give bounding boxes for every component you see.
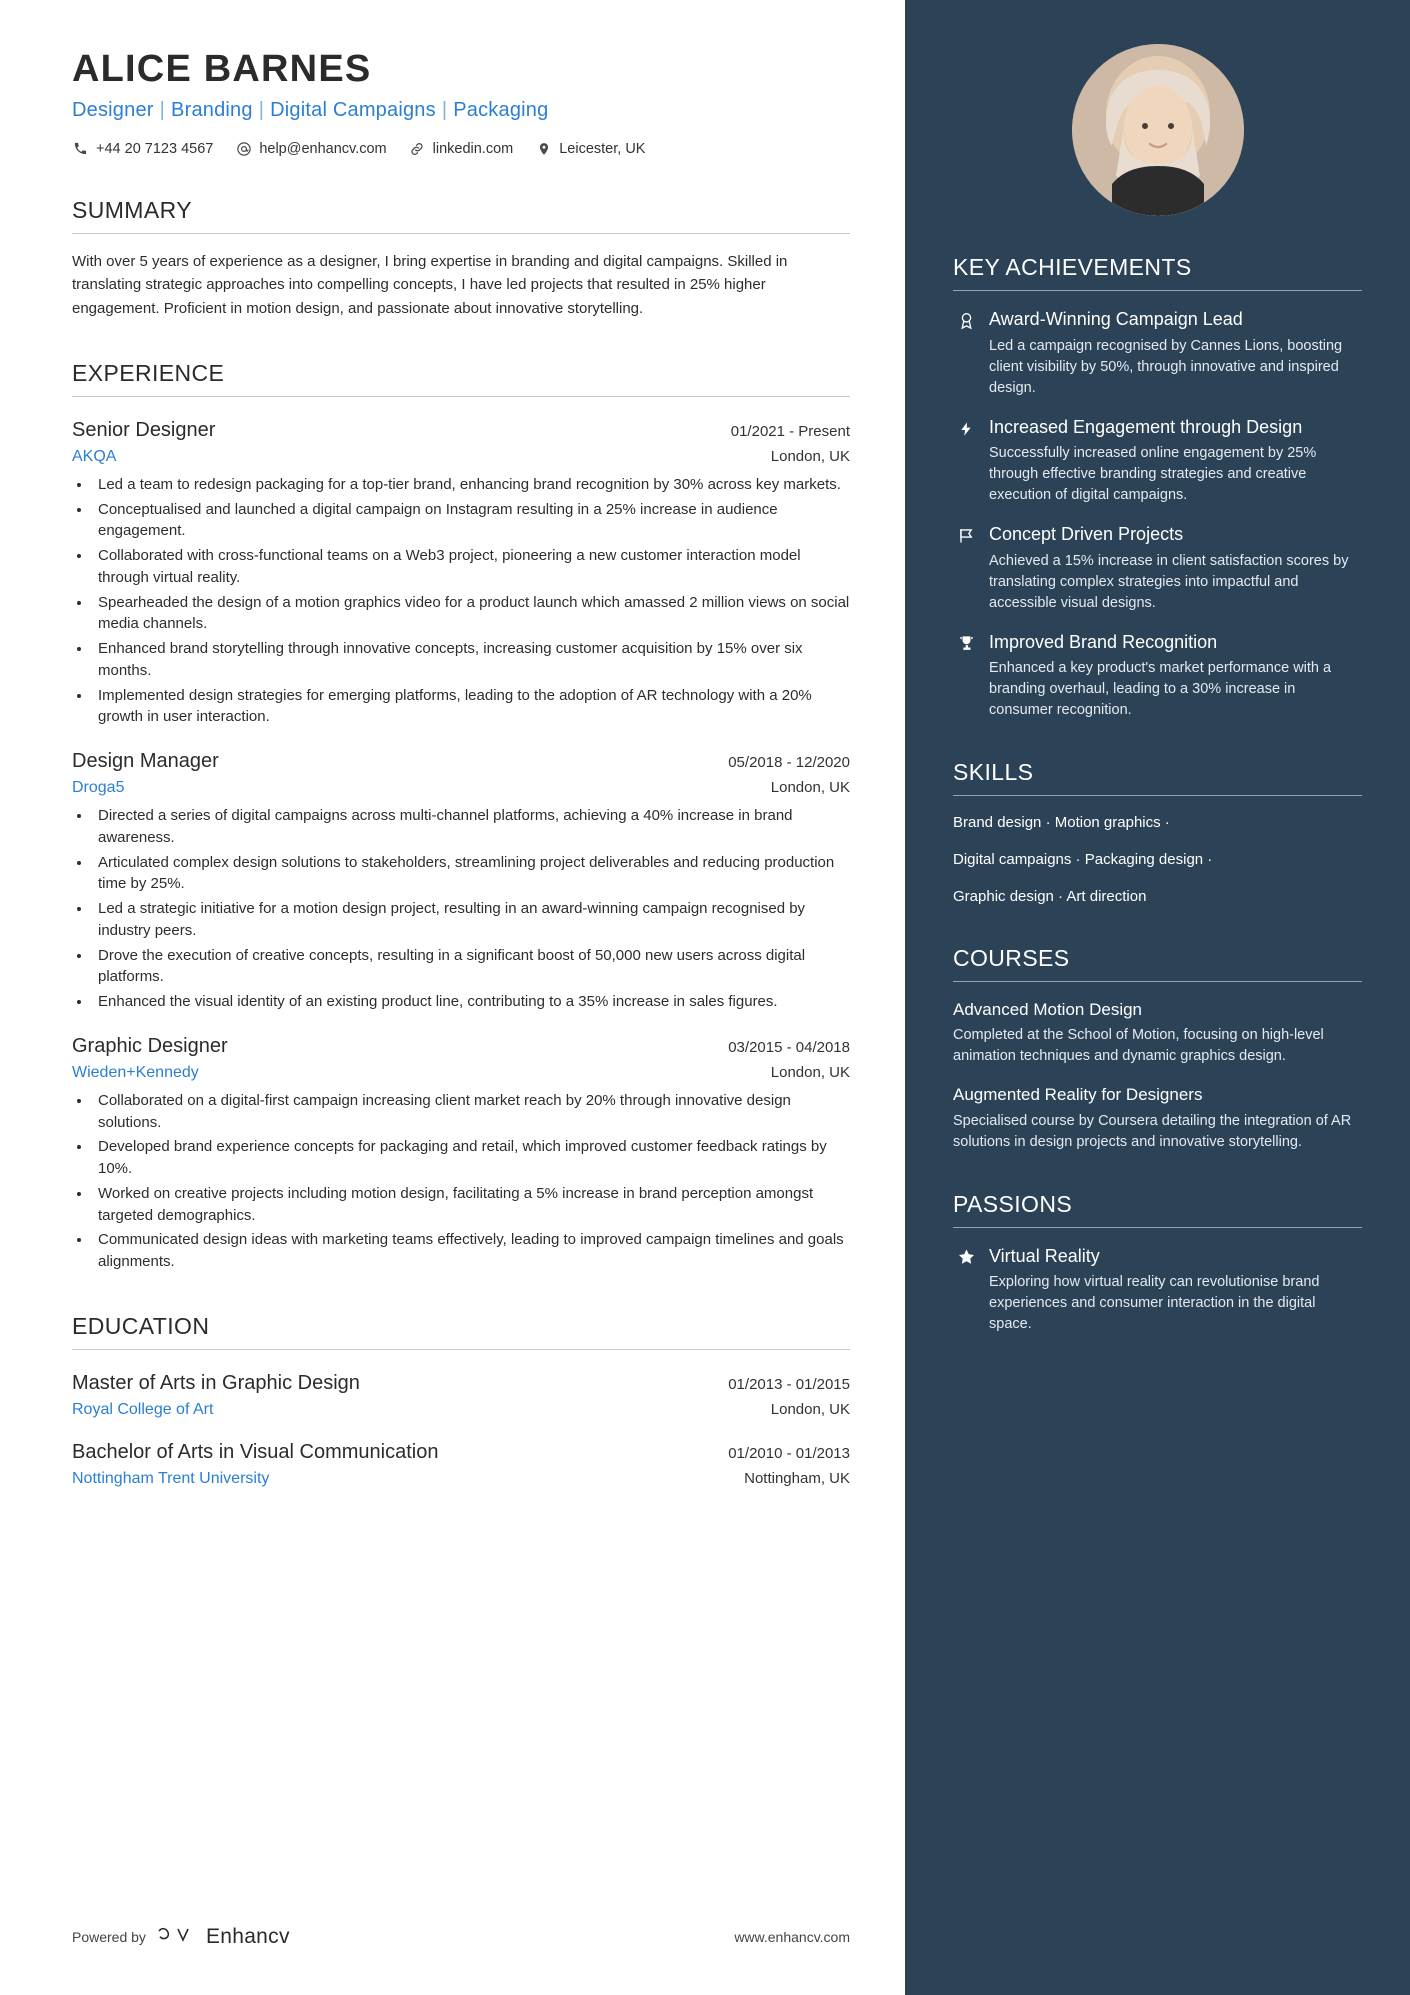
contact-email-text: help@enhancv.com bbox=[259, 140, 387, 157]
section-key-achievements bbox=[953, 254, 1362, 721]
education-item bbox=[72, 1441, 850, 1488]
headline-part-0: Designer bbox=[72, 99, 154, 121]
contact-link-text: linkedin.com bbox=[432, 140, 514, 157]
experience-item-sub bbox=[72, 448, 850, 466]
page-title: ALICE BARNES bbox=[72, 48, 372, 90]
headline bbox=[72, 99, 850, 122]
job-company[interactable]: AKQA bbox=[72, 447, 117, 465]
job-location: London, UK bbox=[770, 779, 850, 796]
job-bullet: • Developed brand experience concepts for packaging and retail, which improved customer feedback ratings by 10%. bbox=[92, 1136, 850, 1180]
job-bullets bbox=[92, 1090, 850, 1273]
job-bullet: • Implemented design strategies for emerging platforms, leading to the adoption of AR technology with a 20% growth in user interaction. bbox=[92, 685, 850, 729]
job-bullet: • Led a team to redesign packaging for a top-tier brand, enhancing brand recognition by 30% across key markets. bbox=[92, 474, 850, 496]
star-icon bbox=[953, 1245, 979, 1336]
education-degree: Bachelor of Arts in Visual Communication bbox=[72, 1440, 439, 1463]
education-date: 01/2013 - 01/2015 bbox=[728, 1375, 850, 1393]
contact-link[interactable] bbox=[409, 140, 514, 157]
contact-location-text: Leicester, UK bbox=[559, 140, 646, 157]
education-item-sub bbox=[72, 1401, 850, 1419]
job-bullets bbox=[92, 474, 850, 728]
headline-separator: | bbox=[441, 99, 448, 121]
passion-item bbox=[953, 1245, 1362, 1336]
trophy-icon bbox=[953, 631, 979, 722]
job-date: 01/2021 - Present bbox=[730, 422, 850, 440]
contact-row bbox=[72, 140, 850, 157]
education-date: 01/2010 - 01/2013 bbox=[728, 1444, 850, 1462]
experience-item-head bbox=[72, 1035, 850, 1058]
passion-desc: Exploring how virtual reality can revolutionise brand experiences and consumer interaction in the digital space. bbox=[989, 1274, 1320, 1333]
achievements-title: KEY ACHIEVEMENTS bbox=[953, 254, 1362, 291]
achievement-title: Award-Winning Campaign Lead bbox=[989, 309, 1243, 329]
job-bullet: • Worked on creative projects including motion design, facilitating a 5% increase in brand perception amongst targeted demographics. bbox=[92, 1183, 850, 1227]
enhancv-logo-icon bbox=[156, 1924, 196, 1949]
phone-icon bbox=[72, 140, 89, 157]
avatar bbox=[1072, 44, 1244, 216]
section-education bbox=[72, 1313, 850, 1488]
course-desc: Specialised course by Coursera detailing the integration of AR solutions in design projects and innovative storytelling. bbox=[953, 1112, 1352, 1150]
achievement-title: Increased Engagement through Design bbox=[989, 416, 1303, 437]
achievement-item bbox=[953, 523, 1362, 614]
courses-title: COURSES bbox=[953, 945, 1362, 982]
contact-phone-text: +44 20 7123 4567 bbox=[96, 140, 214, 157]
course-desc: Completed at the School of Motion, focusing on high-level animation techniques and dynamic graphics design. bbox=[953, 1027, 1324, 1065]
bolt-icon bbox=[953, 416, 979, 507]
footer-website[interactable]: www.enhancv.com bbox=[734, 1928, 850, 1945]
headline-separator: | bbox=[159, 99, 166, 121]
award-icon bbox=[953, 308, 979, 399]
job-title: Design Manager bbox=[72, 750, 219, 772]
education-degree: Master of Arts in Graphic Design bbox=[72, 1371, 360, 1394]
achievement-desc: Led a campaign recognised by Cannes Lions, boosting client visibility by 50%, through innovative and inspired design. bbox=[989, 337, 1343, 396]
job-bullet: • Drove the execution of creative concepts, resulting in a significant boost of 50,000 new users across digital platforms. bbox=[92, 945, 850, 989]
location-icon bbox=[535, 140, 552, 157]
resume-sidebar bbox=[905, 0, 1410, 1995]
powered-by-block bbox=[72, 1924, 290, 1949]
experience-title: EXPERIENCE bbox=[72, 360, 850, 397]
achievement-desc: Achieved a 15% increase in client satisfaction scores by translating complex strategies into impactful and accessible visual designs. bbox=[989, 552, 1349, 611]
job-bullet: • Enhanced the visual identity of an existing product line, contributing to a 35% increase in sales figures. bbox=[92, 991, 850, 1013]
achievement-item bbox=[953, 416, 1362, 507]
flag-icon bbox=[953, 523, 979, 614]
job-date: 05/2018 - 12/2020 bbox=[728, 754, 850, 771]
education-school[interactable]: Nottingham Trent University bbox=[72, 1469, 270, 1487]
course-item bbox=[953, 999, 1362, 1067]
experience-item bbox=[72, 419, 850, 728]
achievement-item bbox=[953, 631, 1362, 722]
course-item bbox=[953, 1084, 1362, 1152]
experience-item-sub bbox=[72, 1064, 850, 1082]
experience-item bbox=[72, 1035, 850, 1273]
email-icon bbox=[235, 140, 252, 157]
passions-title: PASSIONS bbox=[953, 1191, 1362, 1228]
job-title: Senior Designer bbox=[72, 418, 216, 441]
achievement-desc: Successfully increased online engagement by 25% through effective branding strategies and creative execution of digital campaigns. bbox=[989, 445, 1317, 504]
education-item bbox=[72, 1372, 850, 1419]
section-courses bbox=[953, 945, 1362, 1153]
link-icon bbox=[409, 140, 426, 157]
achievement-title: Improved Brand Recognition bbox=[989, 631, 1218, 652]
section-experience bbox=[72, 360, 850, 1273]
headline-part-1: Branding bbox=[171, 99, 253, 121]
section-skills bbox=[953, 759, 1362, 907]
experience-item-head bbox=[72, 419, 850, 442]
job-bullets bbox=[92, 805, 850, 1013]
achievement-title: Concept Driven Projects bbox=[989, 524, 1184, 545]
skills-line: Digital campaigns · Packaging design · bbox=[953, 851, 1213, 869]
summary-title: SUMMARY bbox=[72, 197, 850, 234]
education-item-head bbox=[72, 1441, 850, 1464]
avatar-wrap bbox=[953, 44, 1362, 216]
education-location: London, UK bbox=[770, 1400, 850, 1418]
course-title: Advanced Motion Design bbox=[953, 1000, 1143, 1020]
achievement-desc: Enhanced a key product's market performance with a branding overhaul, leading to a 30% increase in consumer recognition. bbox=[989, 660, 1332, 719]
course-title: Augmented Reality for Designers bbox=[953, 1085, 1203, 1105]
footer bbox=[72, 1924, 850, 1949]
skills-title: SKILLS bbox=[953, 759, 1362, 796]
job-bullet: • Collaborated with cross-functional teams on a Web3 project, pioneering a new customer interaction model through virtual reality. bbox=[92, 545, 850, 589]
job-bullet: • Directed a series of digital campaigns across multi-channel platforms, achieving a 40% increase in brand awareness. bbox=[92, 805, 850, 849]
job-bullet: • Enhanced brand storytelling through innovative concepts, increasing customer acquisition by 15% over six months. bbox=[92, 638, 850, 682]
education-item-sub bbox=[72, 1470, 850, 1488]
contact-location bbox=[535, 140, 645, 157]
summary-text: With over 5 years of experience as a designer, I bring expertise in branding and digital campaigns. Skilled in translating strategic approaches into compelling concepts, I have led projects that resulted in 25% higher engagement. Proficient in motion design, and passionate about innovative storytelling. bbox=[72, 253, 788, 317]
passion-title: Virtual Reality bbox=[989, 1245, 1100, 1266]
job-bullet: • Led a strategic initiative for a motion design project, resulting in an award-winning campaign recognised by industry peers. bbox=[92, 898, 850, 942]
section-summary bbox=[72, 197, 850, 320]
section-passions bbox=[953, 1191, 1362, 1336]
job-location: London, UK bbox=[770, 1063, 850, 1081]
headline-separator: | bbox=[258, 99, 265, 121]
job-bullet: • Communicated design ideas with marketing teams effectively, leading to improved campaign timelines and goals alignments. bbox=[92, 1229, 850, 1273]
enhancv-wordmark: Enhancv bbox=[205, 1924, 290, 1948]
powered-by-label: Powered by bbox=[72, 1928, 146, 1945]
job-bullet: • Collaborated on a digital-first campaign increasing client market reach by 20% through innovative design solutions. bbox=[92, 1090, 850, 1134]
job-bullet: • Spearheaded the design of a motion graphics video for a product launch which amassed 2 million views on social media channels. bbox=[92, 592, 850, 636]
job-bullet: • Conceptualised and launched a digital campaign on Instagram resulting in a 25% increase in audience engagement. bbox=[92, 499, 850, 543]
skills-line: Graphic design · Art direction bbox=[953, 888, 1147, 906]
experience-item-head bbox=[72, 750, 850, 773]
job-company[interactable]: Wieden+Kennedy bbox=[72, 1063, 199, 1081]
experience-item-sub bbox=[72, 779, 850, 797]
job-location: London, UK bbox=[770, 447, 850, 465]
contact-email bbox=[235, 140, 386, 157]
headline-part-3: Packaging bbox=[453, 99, 549, 121]
education-title: EDUCATION bbox=[72, 1313, 850, 1350]
skills-line: Brand design · Motion graphics · bbox=[953, 814, 1170, 832]
education-location: Nottingham, UK bbox=[744, 1469, 850, 1487]
job-company[interactable]: Droga5 bbox=[72, 779, 125, 796]
job-date: 03/2015 - 04/2018 bbox=[728, 1038, 850, 1056]
headline-part-2: Digital Campaigns bbox=[270, 99, 436, 121]
job-bullet: • Articulated complex design solutions to stakeholders, streamlining project deliverables and reducing production time by 25%. bbox=[92, 852, 850, 896]
job-title: Graphic Designer bbox=[72, 1034, 228, 1057]
education-item-head bbox=[72, 1372, 850, 1395]
experience-item bbox=[72, 750, 850, 1013]
contact-phone bbox=[72, 140, 213, 157]
achievement-item bbox=[953, 308, 1362, 399]
avatar-photo-icon bbox=[1072, 44, 1244, 216]
education-school[interactable]: Royal College of Art bbox=[72, 1400, 214, 1418]
